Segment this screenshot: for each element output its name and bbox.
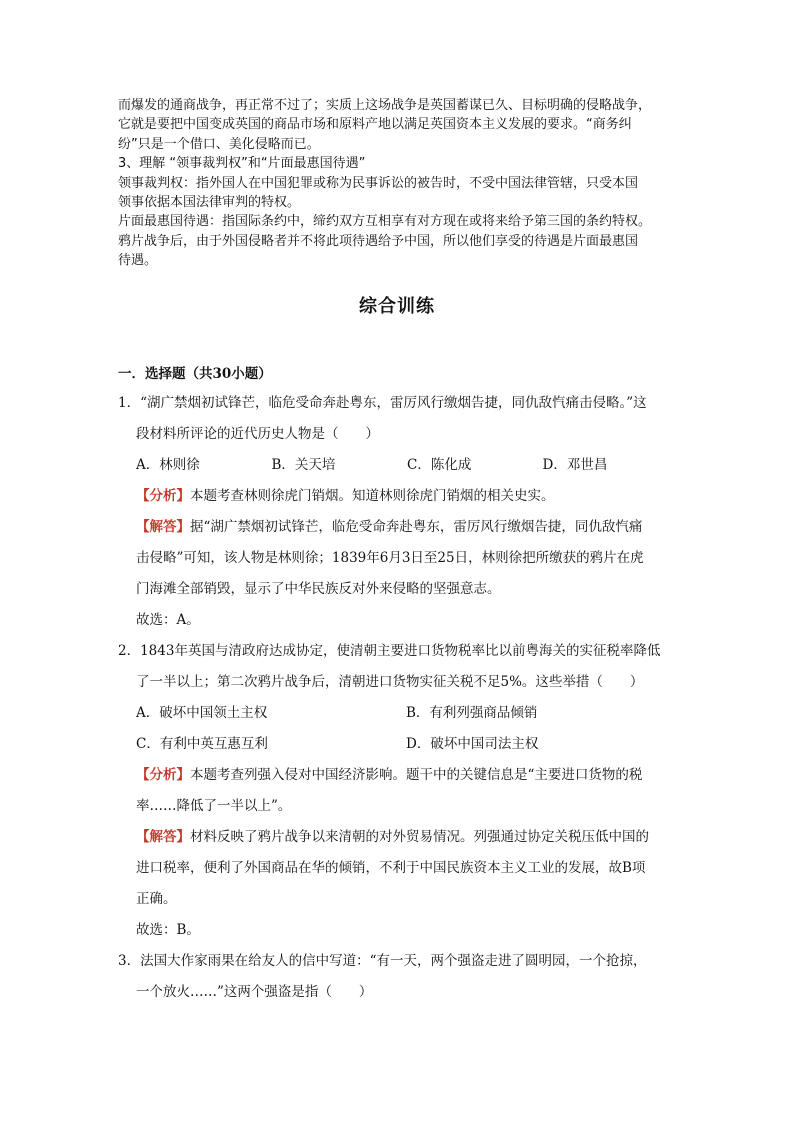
intro-line: 待遇。 [118, 253, 158, 269]
answer-tag: 【解答】 [136, 519, 190, 535]
option-d: D．破坏中国司法主权 [406, 736, 539, 752]
option-c: C．陈化成 [407, 457, 472, 473]
choice-line: 故选：B。 [136, 922, 200, 938]
answer-text: 据“湖广禁烟初试锋芒，临危受命奔赴粤东，雷厉风行缴烟告捷，同仇敌忾痛 [190, 519, 643, 535]
intro-line: 3、理解 “领事裁判权”和“片面最惠国待遇” [118, 156, 366, 172]
intro-line: 而爆发的通商战争，再正常不过了；实质上这场战争是英国蓄谋已久、目标明确的侵略战争， [118, 98, 652, 113]
analysis-line [118, 481, 678, 512]
option-a: A．破坏中国领土主权 [136, 705, 268, 721]
choice-line: 故选：A。 [136, 612, 200, 628]
option-row [118, 450, 678, 481]
question-stem-line: 3．法国大作家雨果在给友人的信中写道：“有一天，两个强盗走进了圆明园，一个抢掠， [118, 953, 647, 969]
question-3 [118, 946, 678, 1008]
part-title: 一．选择题（共30小题） [118, 366, 272, 382]
question-list [118, 388, 678, 1008]
analysis-line [118, 760, 678, 791]
intro-line: 它就是要把中国变成英国的商品市场和原料产地以满足英国资本主义发展的要求。“商务纠 [118, 117, 632, 133]
question-stem-line: 一个放火……”这两个强盗是指（ ） [136, 984, 373, 1000]
section-title: 综合训练 [359, 296, 435, 317]
option-a: A．林则徐 [136, 457, 200, 473]
option-row [118, 729, 678, 760]
intro-line: 鸦片战争后，由于外国侵略者并不将此项待遇给予中国，所以他们享受的待遇是片面最惠国 [118, 233, 639, 249]
option-b: B．有利列强商品倾销 [406, 705, 538, 721]
analysis-line: 率……降低了一半以上”。 [136, 798, 292, 814]
analysis-text: 本题考查林则徐虎门销烟。知道林则徐虎门销烟的相关史实。 [190, 488, 555, 504]
answer-line: 击侵略”可知，该人物是林则徐；1839年6月3日至25日，林则徐把所缴获的鸦片在虎 [136, 550, 644, 566]
question-stem-line: 段材料所评论的近代历史人物是（ ） [136, 426, 379, 442]
option-row [118, 698, 678, 729]
question-2 [118, 636, 678, 946]
analysis-tag: 【分析】 [136, 767, 190, 783]
answer-line [118, 822, 678, 853]
answer-text: 材料反映了鸦片战争以来清朝的对外贸易情况。列强通过协定关税压低中国的 [190, 829, 649, 845]
question-1 [118, 388, 678, 636]
option-c: C．有利中英互惠互利 [136, 736, 268, 752]
analysis-text: 本题考查列强入侵对中国经济影响。题干中的关键信息是“主要进口货物的税 [190, 767, 643, 783]
intro-line: 片面最惠国待遇：指国际条约中，缔约双方互相享有对方现在或将来给予第三国的条约特权。 [118, 214, 652, 230]
intro-line: 领事依据本国法律审判的特权。 [118, 195, 301, 211]
analysis-tag: 【分析】 [136, 488, 190, 504]
answer-line: 门海滩全部销毁，显示了中华民族反对外来侵略的坚强意志。 [136, 581, 501, 597]
intro-passage [118, 96, 678, 271]
option-d: D．邓世昌 [542, 457, 608, 473]
answer-line: 正确。 [136, 891, 177, 907]
option-b: B．关天培 [271, 457, 336, 473]
answer-line: 进口税率，便利了外国商品在华的倾销，不利于中国民族资本主义工业的发展，故B项 [136, 860, 646, 876]
answer-tag: 【解答】 [136, 829, 190, 845]
question-stem-line: 了一半以上；第二次鸦片战争后，清朝进口货物实征关税不足5%。这些举措（ ） [136, 674, 644, 690]
answer-line [118, 512, 678, 543]
intro-line: 纷”只是一个借口、美化侵略而已。 [118, 136, 320, 152]
question-stem-line: 2．1843年英国与清政府达成协定，使清朝主要进口货物税率比以前粤海关的实征税率降低 [118, 643, 661, 659]
question-stem-line: 1．“湖广禁烟初试锋芒，临危受命奔赴粤东，雷厉风行缴烟告捷，同仇敌忾痛击侵略。”这 [118, 395, 647, 411]
intro-line: 领事裁判权：指外国人在中国犯罪或称为民事诉讼的被告时，不受中国法律管辖，只受本国 [118, 175, 639, 191]
